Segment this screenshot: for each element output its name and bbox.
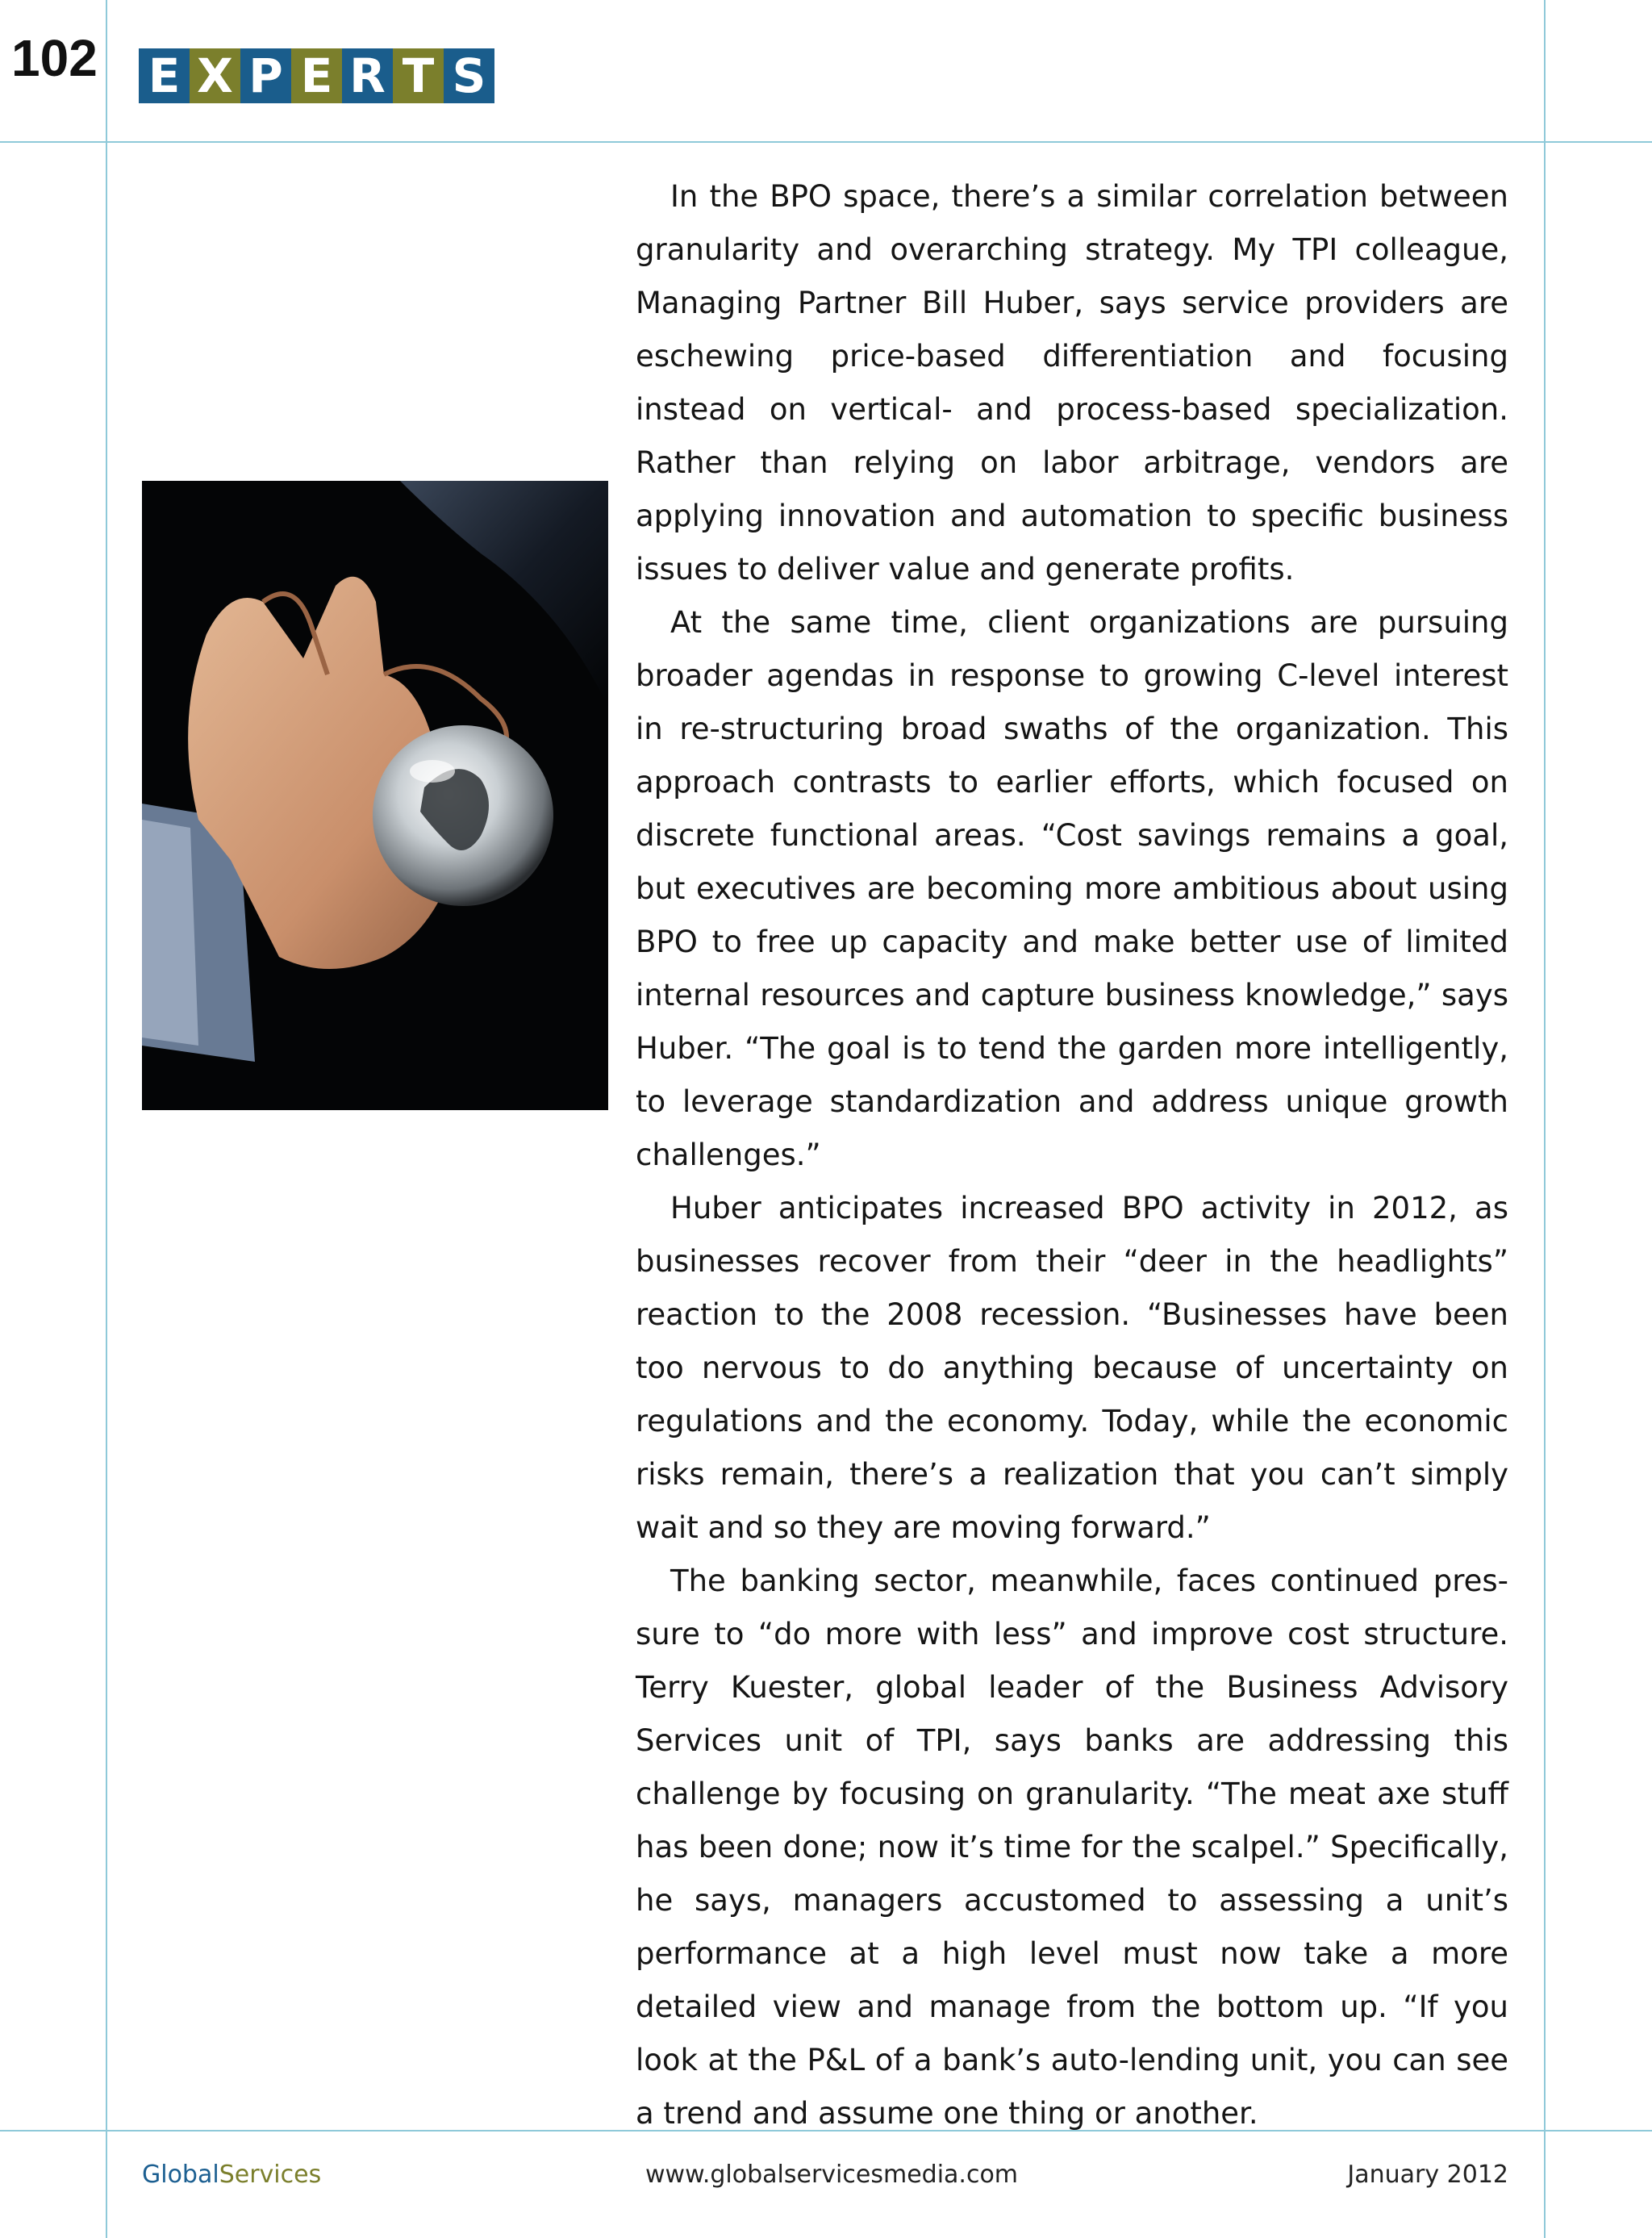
article-paragraph: Huber anticipates increased BPO activity in 2012, as businesses recover from their “deer in the headlights” reaction to the 2008 recession. “Businesses have been too nervous to do anything because of uncertainty on regulations and the economy. Today, while the economic risks remain, there’s a realization that you can’t simply wait and so they are moving forward.”: [636, 1191, 1508, 1545]
section-banner-experts: [139, 48, 494, 103]
footer-brand-services: Services: [219, 2161, 322, 2189]
footer-url[interactable]: www.globalservicesmedia.com: [645, 2161, 1019, 2189]
section-letter: P: [240, 48, 291, 103]
section-letter: X: [190, 48, 240, 103]
left-margin-guide: [106, 0, 107, 2238]
section-letter: E: [291, 48, 342, 103]
page-number: 102: [11, 29, 98, 87]
section-letter: T: [393, 48, 444, 103]
footer-brand-global: Global: [142, 2161, 219, 2189]
header-guide: [0, 141, 1652, 143]
hand-holding-glass-globe-icon: [142, 481, 608, 1110]
right-margin-guide: [1544, 0, 1546, 2238]
section-letter: E: [139, 48, 190, 103]
article-paragraph: The banking sector, meanwhile, faces continued pressure to “do more with less” and improve cost structure. Terry Kuester, global leader of the Business Advisory Services unit of TPI, says banks are addressing this challenge by focusing on granularity. “The meat axe stuff has been done; now it’s time for the scalpel.” Specifically, he says, managers accustomed to assessing a unit’s performance at a high level must now take a more detailed view and manage from the bottom up. “If you look at the P&L of a bank’s auto-lending unit, you can see a trend and assume one thing or another.: [636, 1564, 1508, 2131]
section-letter: S: [444, 48, 494, 103]
article-paragraph: At the same time, client organizations are pursuing broader agendas in response to growing C-level interest in re-structuring broad swaths of the organization. This approach contrasts to earlier efforts, which focused on discrete functional areas. “Cost savings remains a goal, but executives are becoming more ambitious about using BPO to free up capacity and make better use of limited internal resources and capture business knowledge,” says Huber. “The goal is to tend the garden more intelligently, to leverage standardization and address unique growth challenges.”: [636, 605, 1508, 1172]
article-body: [636, 170, 1508, 2140]
article-photo: [142, 481, 608, 1110]
article-paragraph: In the BPO space, there’s a similar correlation between granularity and overarching strategy. My TPI colleague, Managing Partner Bill Huber, says service providers are eschewing price-based differentiation and focusing instead on vertical- and process-based specialization. Rather than relying on labor arbitrage, vendors are applying innovation and automation to specific business issues to deliver value and generate profits.: [636, 179, 1508, 587]
footer-publication-name: [142, 2161, 321, 2189]
section-letter: R: [342, 48, 393, 103]
footer-issue-date: January 2012: [1347, 2161, 1508, 2189]
